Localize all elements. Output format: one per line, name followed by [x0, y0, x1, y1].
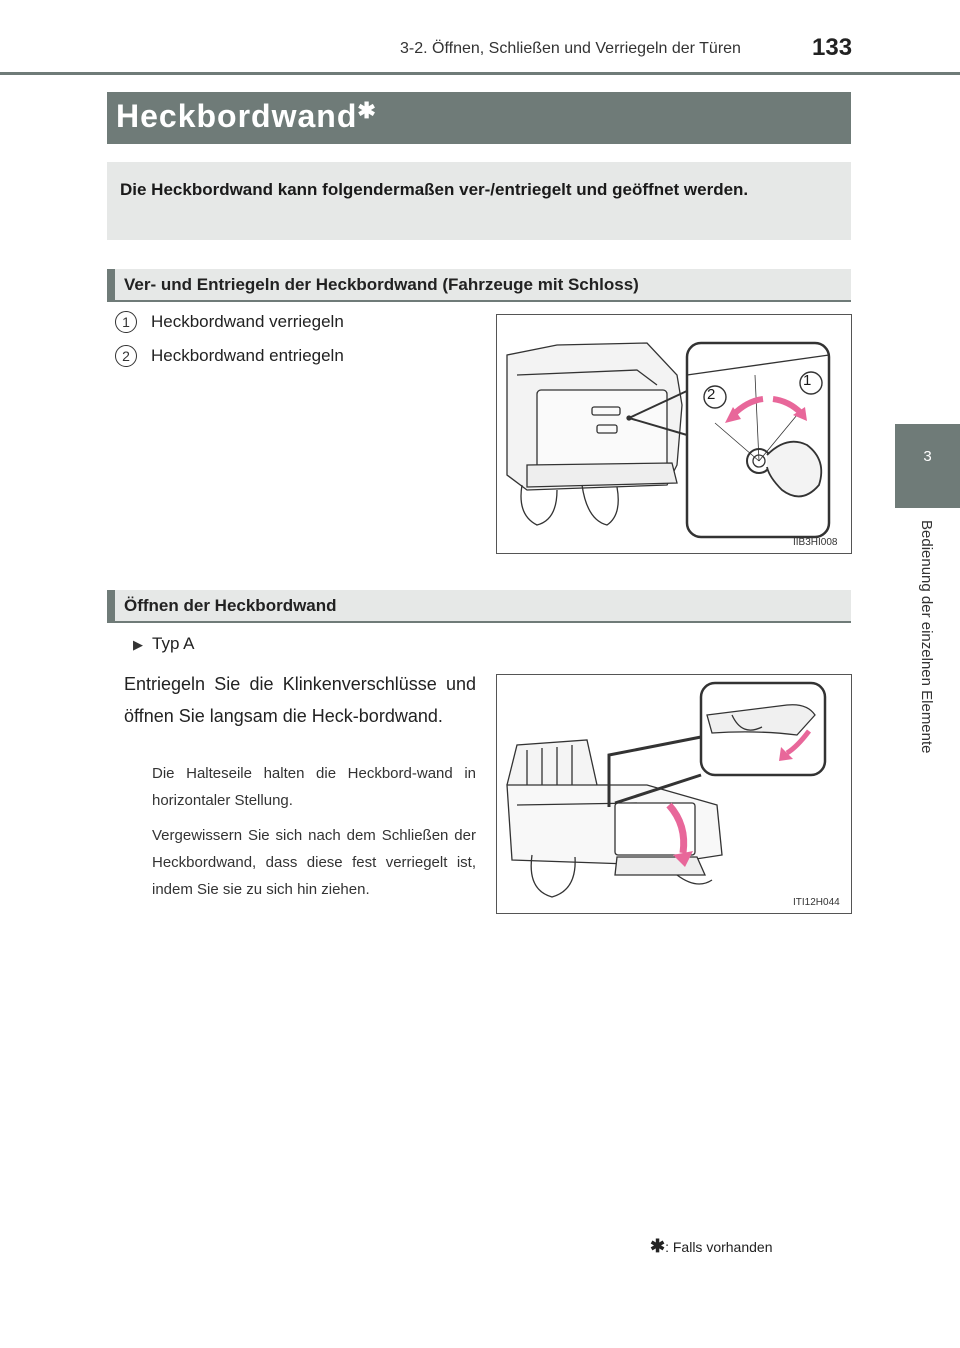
section1-rule	[107, 300, 851, 302]
chapter-tab-number: 3	[923, 448, 932, 465]
footnote-marker: ✱	[650, 1236, 666, 1256]
section2-rule	[107, 621, 851, 623]
intro-text: Die Heckbordwand kann folgendermaßen ver-/entriegelt und geöffnet werden.	[120, 180, 749, 199]
footnote-text: : Falls vorhanden	[665, 1239, 773, 1255]
page-title	[116, 98, 377, 135]
page-title-text: Heckbordwand	[116, 98, 358, 134]
section2-heading: Öffnen der Heckbordwand	[124, 596, 337, 615]
page-number: 133	[812, 34, 853, 61]
callout-number: 1	[803, 372, 812, 389]
optional-marker: ✱	[357, 98, 377, 123]
chapter-tab-label: Bedienung der einzelnen Elemente	[918, 520, 935, 754]
footnote	[650, 1236, 773, 1257]
section2-accent	[107, 590, 115, 622]
tailgate-lock-illustration	[496, 314, 852, 554]
section1-accent	[107, 269, 115, 301]
instruction-text: Entriegeln Sie die Klinkenverschlüsse und öffnen Sie langsam die Heck-bordwand.	[124, 674, 476, 726]
tailgate-open-illustration	[496, 674, 852, 914]
tailgate-open-drawing	[497, 675, 851, 913]
figure-code: ITI12H044	[793, 897, 840, 908]
triangle-bullet-icon: ▶	[133, 637, 143, 652]
chapter-title: 3-2. Öffnen, Schließen und Verriegeln der Türen	[400, 40, 741, 57]
type-label: Typ A	[152, 634, 195, 653]
header-rule	[0, 72, 960, 75]
tailgate-lock-drawing	[497, 315, 851, 553]
note-text: Die Halteseile halten die Heckbord-wand in horizontaler Stellung.	[152, 765, 476, 809]
step-number: 1	[115, 311, 137, 333]
step-number: 2	[115, 345, 137, 367]
figure-code: IIB3HI008	[793, 537, 838, 548]
chapter-tab	[895, 424, 960, 508]
callout-number: 2	[707, 386, 716, 403]
step-label: Heckbordwand entriegeln	[151, 346, 344, 365]
step-label: Heckbordwand verriegeln	[151, 312, 344, 331]
note-text: Vergewissern Sie sich nach dem Schließen der Heckbordwand, dass diese fest verriegelt ist, indem Sie sie zu sich hin ziehen.	[152, 827, 476, 898]
section1-heading: Ver- und Entriegeln der Heckbordwand (Fahrzeuge mit Schloss)	[124, 275, 639, 294]
